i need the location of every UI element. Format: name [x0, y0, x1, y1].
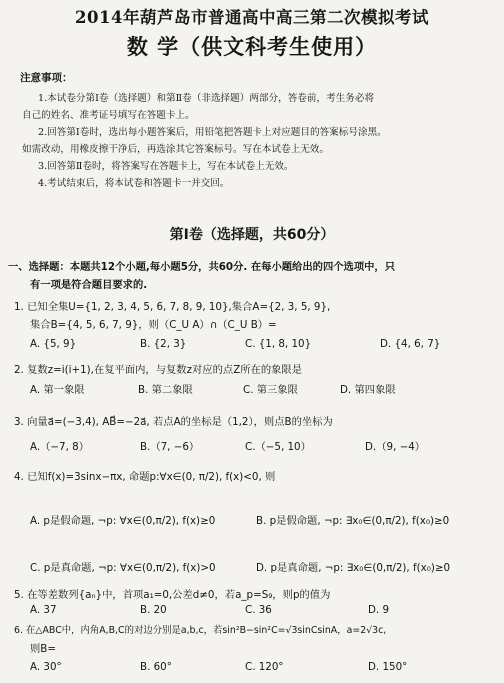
section-intro: 一、选择题：本题共12个小题,每小题5分，共60分. 在每小题给出的四个选项中，只	[8, 261, 396, 273]
option: C. 120°	[245, 661, 284, 673]
option: A. 30°	[30, 661, 62, 673]
option: D. p是真命题, ¬p: ∃x₀∈(0,π/2), f(x₀)≥0	[256, 562, 451, 574]
option: D. 150°	[368, 661, 408, 673]
note-line: 如需改动，用橡皮擦干净后，再选涂其它答案标号。写在本试卷上无效。	[22, 144, 329, 155]
question-stem: 1. 已知全集U={1, 2, 3, 4, 5, 6, 7, 8, 9, 10},集合A={2, 3, 5, 9},	[14, 301, 331, 313]
option: A. 第一象限	[30, 384, 85, 396]
section-title: 第Ⅰ卷（选择题，共60分）	[169, 227, 335, 243]
option: A.（−7, 8）	[30, 441, 90, 453]
option: B. {2, 3}	[140, 338, 187, 350]
question-stem: 2. 复数z=i(i+1),在复平面内，与复数z对应的点Z所在的象限是	[14, 364, 303, 376]
option: B.（7, −6）	[140, 441, 200, 453]
option: B. 第二象限	[138, 384, 193, 396]
option: C. {1, 8, 10}	[245, 338, 312, 350]
option: C.（−5, 10）	[245, 441, 311, 453]
question-stem: 集合B={4, 5, 6, 7, 9}，则（C_U A）∩（C_U B）=	[30, 319, 277, 331]
option: D. 第四象限	[340, 384, 396, 396]
option: D.（9, −4）	[365, 441, 426, 453]
exam-title: 2014年葫芦岛市普通高中高三第二次模拟考试	[75, 8, 429, 27]
option: A. p是假命题, ¬p: ∀x∈(0,π/2), f(x)≥0	[30, 515, 216, 527]
option: C. p是真命题, ¬p: ∀x∈(0,π/2), f(x)>0	[30, 562, 216, 574]
option: D. {4, 6, 7}	[380, 338, 441, 350]
option: D. 9	[368, 604, 390, 616]
option: B. 20	[140, 604, 167, 616]
question-stem: 6. 在△ABC中，内角A,B,C的对边分别是a,b,c，若sin²B−sin²C=√3sinCsinA，a=2√3c,	[14, 625, 387, 636]
notes-heading: 注意事项：	[20, 72, 73, 84]
note-line: 3.回答第Ⅱ卷时，将答案写在答题卡上，写在本试卷上无效。	[38, 161, 294, 172]
exam-subtitle: 数 学（供文科考生使用）	[126, 34, 378, 59]
option: B. p是假命题, ¬p: ∃x₀∈(0,π/2), f(x₀)≥0	[256, 515, 450, 527]
question-stem: 4. 已知f(x)=3sinx−πx, 命题p:∀x∈(0, π/2), f(x)<0, 则	[14, 471, 276, 483]
note-line: 4.考试结束后，将本试卷和答题卡一并交回。	[38, 178, 230, 189]
question-stem: 5. 在等差数列{aₙ}中，首项a₁=0,公差d≠0，若a_p=S₉，则p的值为	[14, 589, 331, 601]
question-stem: 则B=	[30, 643, 56, 655]
note-line: 1.本试卷分第Ⅰ卷（选择题）和第Ⅱ卷（非选择题）两部分，答卷前，考生务必将	[38, 93, 375, 104]
note-line: 自己的姓名、准考证号填写在答题卡上。	[22, 110, 195, 121]
option: B. 60°	[140, 661, 172, 673]
option: C. 第三象限	[243, 384, 298, 396]
note-line: 2.回答第Ⅰ卷时，选出每小题答案后，用铅笔把答题卡上对应题目的答案标号涂黑。	[38, 127, 387, 138]
section-intro: 有一项是符合题目要求的.	[30, 279, 148, 291]
option: A. {5, 9}	[30, 338, 77, 350]
option: C. 36	[245, 604, 272, 616]
option: A. 37	[30, 604, 57, 616]
question-stem: 3. 向量a⃗=(−3,4), AB⃗=−2a⃗, 若点A的坐标是（1,2），则点B的坐标为	[14, 416, 333, 428]
